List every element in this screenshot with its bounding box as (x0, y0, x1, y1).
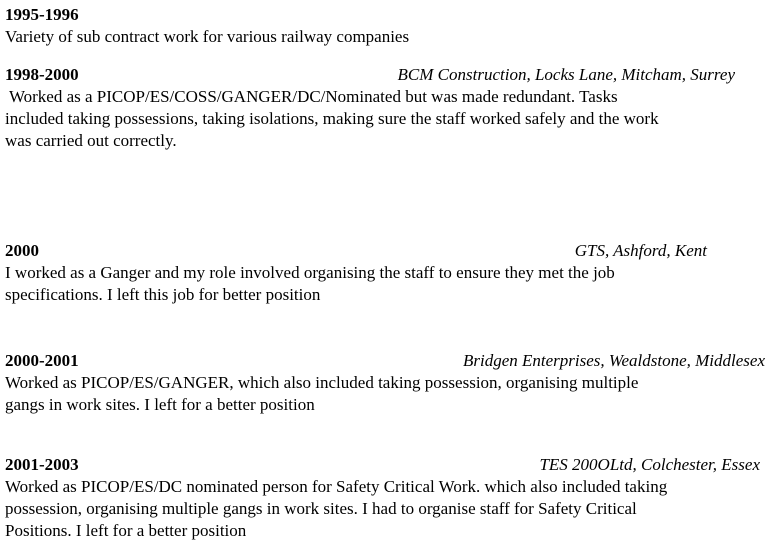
work-entry (5, 64, 765, 152)
entry-description (5, 262, 765, 306)
entry-header (5, 350, 765, 372)
entry-line: gangs in work sites. I left for a better position (5, 395, 315, 414)
entry-line: Positions. I left for a better position (5, 521, 247, 540)
work-entry (5, 4, 765, 48)
entry-line: Variety of sub contract work for various railway companies (5, 27, 410, 46)
entry-line: Worked as a PICOP/ES/COSS/GANGER/DC/Nominated but was made redundant. Tasks (5, 87, 618, 106)
entry-header (5, 4, 765, 26)
entry-years: 1998-2000 (5, 65, 79, 84)
entry-years: 2000-2001 (5, 351, 79, 370)
entry-description (5, 86, 765, 152)
entry-line: possession, organising multiple gangs in work sites. I had to organise staff for Safety Critical (5, 499, 637, 518)
entry-company: BCM Construction, Locks Lane, Mitcham, Surrey (397, 65, 735, 84)
entry-line: was carried out correctly. (5, 131, 177, 150)
entry-header (5, 240, 765, 262)
entry-line: specifications. I left this job for better position (5, 285, 321, 304)
work-entry (5, 350, 765, 416)
entry-years: 2001-2003 (5, 455, 79, 474)
entry-company: GTS, Ashford, Kent (574, 241, 707, 260)
entry-description (5, 372, 765, 416)
work-entry (5, 240, 765, 306)
entry-years: 2000 (5, 241, 39, 260)
entry-header (5, 454, 765, 476)
entry-company: TES 200OLtd, Colchester, Essex (539, 455, 760, 474)
entry-line: Worked as PICOP/ES/DC nominated person for Safety Critical Work. which also included taking (5, 477, 668, 496)
entry-header (5, 64, 765, 86)
entry-description (5, 476, 765, 542)
entry-line: Worked as PICOP/ES/GANGER, which also included taking possession, organising multiple (5, 373, 639, 392)
entry-company: Bridgen Enterprises, Wealdstone, Middlesex (462, 351, 765, 370)
entry-line: included taking possessions, taking isolations, making sure the staff worked safely and the work (5, 109, 659, 128)
work-entry (5, 454, 765, 542)
entry-years: 1995-1996 (5, 5, 79, 24)
entry-line: I worked as a Ganger and my role involved organising the staff to ensure they met the job (5, 263, 615, 282)
entry-description (5, 26, 765, 48)
